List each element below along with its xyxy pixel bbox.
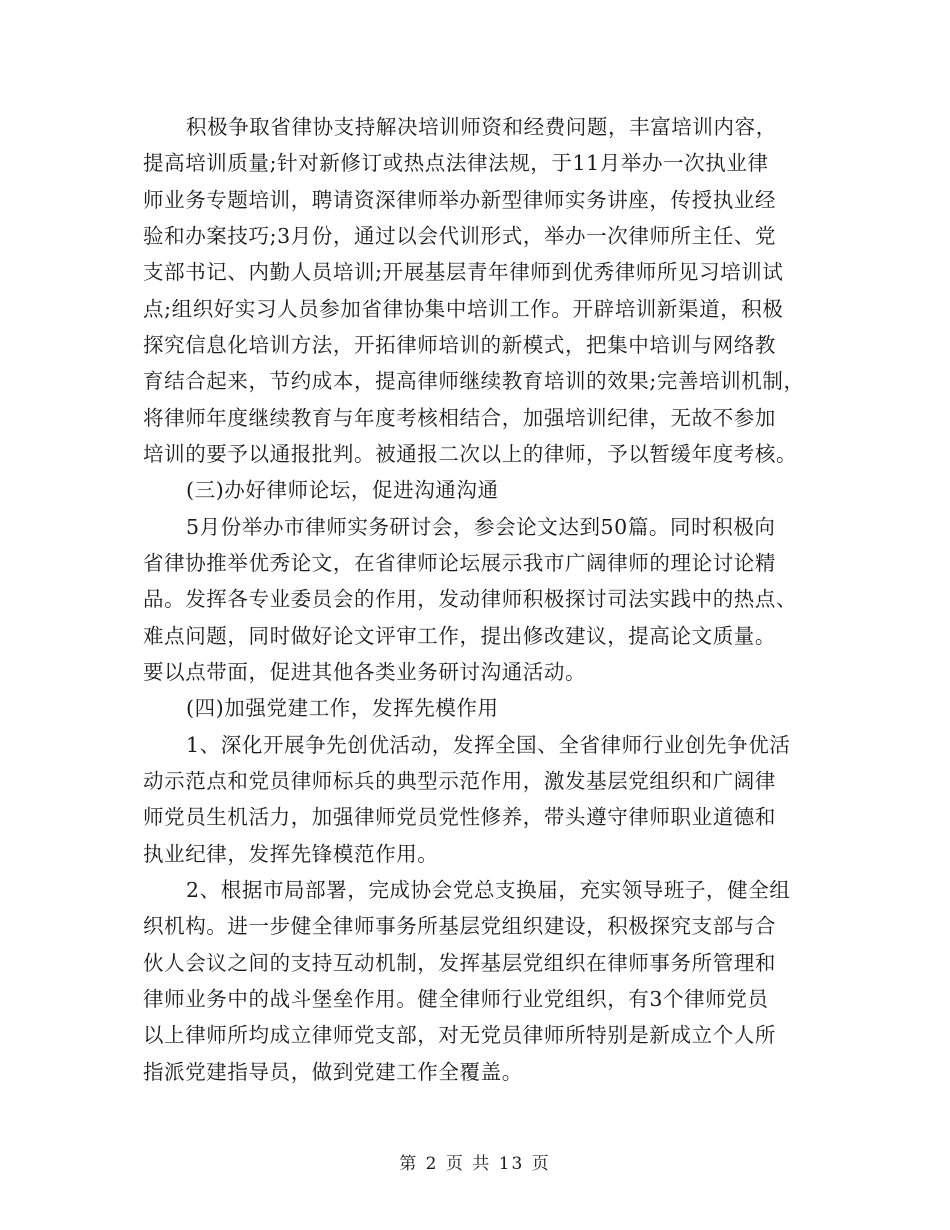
text-line: 探究信息化培训方法，开拓律师培训的新模式，把集中培训与网络教: [143, 333, 776, 357]
text-line: 1、深化开展争先创优活动，发挥全国、全省律师行业创先争优活: [186, 733, 791, 757]
text-line: 动示范点和党员律师标兵的典型示范作用，激发基层党组织和广阔律: [143, 769, 776, 793]
text-line: 育结合起来，节约成本，提高律师继续教育培训的效果;完善培训机制，: [143, 369, 805, 393]
text-line: 律师业务中的战斗堡垒作用。健全律师行业党组织，有3个律师党员: [143, 987, 769, 1011]
text-line: 点;组织好实习人员参加省律协集中培训工作。开辟培训新渠道，积极: [143, 297, 784, 321]
text-line: 织机构。进一步健全律师事务所基层党组织建设，积极探究支部与合: [143, 914, 776, 938]
text-line: 提高培训质量;针对新修订或热点法律法规，于11月举办一次执业律: [143, 151, 769, 175]
text-line: 师业务专题培训，聘请资深律师举办新型律师实务讲座，传授执业经: [143, 188, 776, 212]
text-line: 验和办案技巧;3月份，通过以会代训形式，举办一次律师所主任、党: [143, 224, 777, 248]
text-line: 难点问题，同时做好论文评审工作，提出修改建议，提高论文质量。: [143, 624, 776, 648]
text-line: 指派党建指导员，做到党建工作全覆盖。: [143, 1060, 523, 1084]
section-heading: (三)办好律师论坛，促进沟通沟通: [186, 478, 499, 502]
text-line: 省律协推举优秀论文，在省律师论坛展示我市广阔律师的理论讨论精: [143, 551, 776, 575]
text-line: 支部书记、内勤人员培训;开展基层青年律师到优秀律师所见习培训试: [143, 260, 784, 284]
text-line: 师党员生机活力，加强律师党员党性修养，带头遵守律师职业道德和: [143, 805, 776, 829]
text-line: 积极争取省律协支持解决培训师资和经费问题，丰富培训内容，: [186, 115, 777, 139]
text-line: 5月份举办市律师实务研讨会，参会论文达到50篇。同时积极向: [186, 515, 776, 539]
text-line: 2、根据市局部署，完成协会党总支换届，充实领导班子，健全组: [186, 878, 791, 902]
text-line: 以上律师所均成立律师党支部，对无党员律师所特别是新成立个人所: [143, 1023, 776, 1047]
section-heading: (四)加强党建工作，发挥先模作用: [186, 696, 499, 720]
page-footer: 第 2 页 共 13 页: [399, 1154, 551, 1174]
text-line: 培训的要予以通报批判。被通报二次以上的律师，予以暂缓年度考核。: [143, 442, 798, 466]
text-line: 将律师年度继续教育与年度考核相结合，加强培训纪律，无故不参加: [143, 406, 776, 430]
text-line: 要以点带面，促进其他各类业务研讨沟通活动。: [143, 660, 587, 684]
text-line: 执业纪律，发挥先锋模范作用。: [143, 842, 439, 866]
text-line: 伙人会议之间的支持互动机制，发挥基层党组织在律师事务所管理和: [143, 951, 776, 975]
text-line: 品。发挥各专业委员会的作用，发动律师积极探讨司法实践中的热点、: [143, 587, 798, 611]
